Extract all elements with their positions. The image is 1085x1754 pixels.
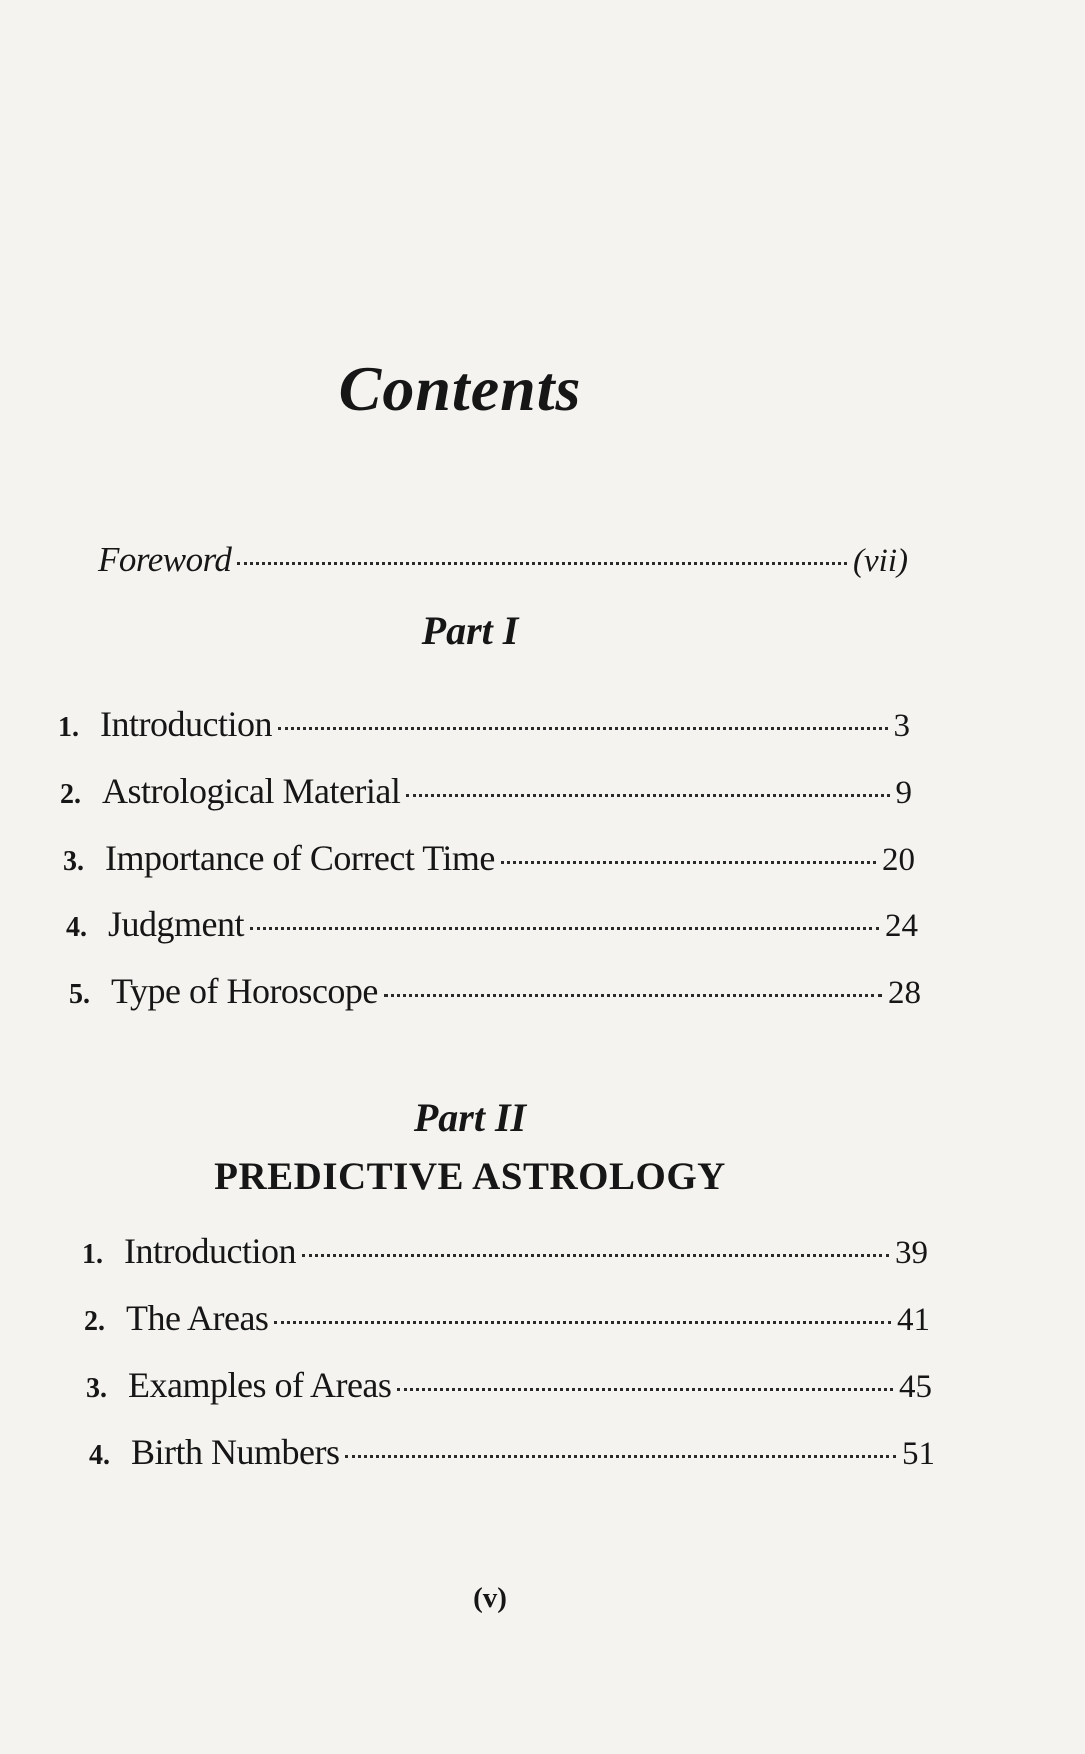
toc-entry bbox=[66, 903, 918, 945]
toc-entry-page: 24 bbox=[885, 908, 918, 944]
toc-entry bbox=[84, 1297, 930, 1339]
part-heading: Part II bbox=[413, 1095, 527, 1140]
toc-entry-page: 51 bbox=[902, 1436, 935, 1472]
toc-entry-page: 41 bbox=[897, 1302, 930, 1338]
toc-entry bbox=[86, 1364, 932, 1406]
toc-entry bbox=[69, 970, 921, 1012]
toc-entry-foreword bbox=[98, 540, 908, 580]
toc-entry-number: 5. bbox=[69, 979, 90, 1010]
dot-leader bbox=[406, 794, 889, 797]
toc-entry-page: 39 bbox=[895, 1235, 928, 1271]
toc-entry-label: The Areas bbox=[126, 1298, 269, 1338]
toc-entry bbox=[60, 770, 912, 812]
part-subheading: PREDICTIVE ASTROLOGY bbox=[214, 1155, 726, 1198]
page-title: Contents bbox=[338, 353, 582, 424]
toc-entry-number: 2. bbox=[60, 779, 81, 810]
dot-leader bbox=[302, 1254, 889, 1257]
toc-entry-page: 45 bbox=[899, 1369, 932, 1405]
toc-entry-page: (vii) bbox=[853, 543, 908, 579]
toc-entry-number: 3. bbox=[86, 1373, 107, 1404]
dot-leader bbox=[237, 562, 847, 565]
dot-leader bbox=[345, 1455, 896, 1458]
toc-entry-number: 4. bbox=[66, 912, 87, 943]
toc-entry-label: Importance of Correct Time bbox=[105, 838, 495, 878]
dot-leader bbox=[250, 927, 879, 930]
dot-leader bbox=[501, 861, 876, 864]
dot-leader bbox=[278, 727, 888, 730]
part-heading: Part I bbox=[421, 608, 519, 653]
dot-leader bbox=[274, 1321, 891, 1324]
toc-entry-label: Judgment bbox=[108, 904, 244, 944]
toc-entry-label: Foreword bbox=[98, 540, 232, 579]
toc-entry-label: Introduction bbox=[100, 704, 272, 744]
dot-leader bbox=[384, 994, 882, 997]
page-number: (v) bbox=[473, 1582, 507, 1614]
toc-entry-page: 3 bbox=[893, 708, 910, 744]
toc-entry-label: Astrological Material bbox=[102, 771, 401, 811]
toc-entry-page: 20 bbox=[882, 842, 915, 878]
toc-entry-label: Type of Horoscope bbox=[111, 971, 378, 1011]
toc-entry-page: 28 bbox=[888, 975, 921, 1011]
toc-entry-number: 4. bbox=[89, 1440, 110, 1471]
toc-entry-label: Examples of Areas bbox=[128, 1365, 392, 1405]
toc-entry-label: Birth Numbers bbox=[131, 1432, 340, 1472]
toc-entry-number: 1. bbox=[58, 712, 79, 743]
toc-entry-label: Introduction bbox=[124, 1231, 296, 1271]
toc-entry-page: 9 bbox=[895, 775, 912, 811]
toc-entry-number: 2. bbox=[84, 1306, 105, 1337]
toc-entry bbox=[63, 837, 915, 879]
toc-entry bbox=[89, 1431, 935, 1473]
toc-entry-number: 1. bbox=[82, 1239, 103, 1270]
toc-entry-number: 3. bbox=[63, 846, 84, 877]
toc-entry bbox=[82, 1230, 928, 1272]
toc-entry bbox=[58, 703, 910, 745]
dot-leader bbox=[397, 1388, 893, 1391]
